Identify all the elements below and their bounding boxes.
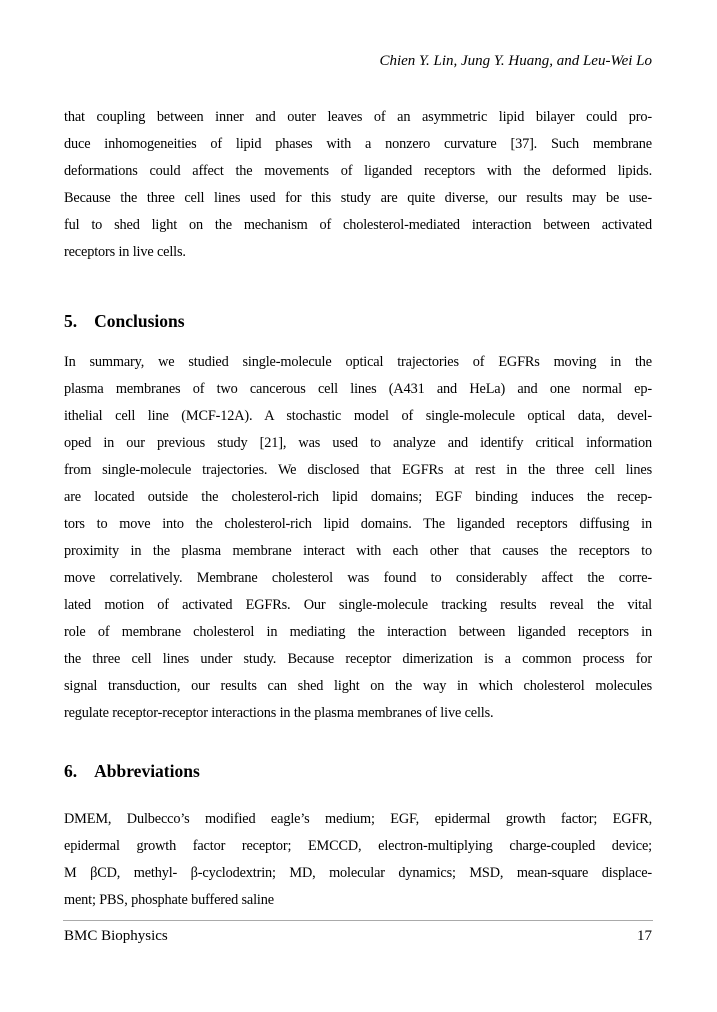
text-line: DMEM, Dulbecco’s modified eagle’s medium; EGF, epidermal growth factor; EGFR,	[64, 811, 652, 827]
text-line: epidermal growth factor receptor; EMCCD, electron-multiplying charge-coupled device;	[64, 838, 652, 854]
text-line: signal transduction, our results can shed light on the way in which cholesterol molecules	[64, 678, 652, 694]
text-line: duce inhomogeneities of lipid phases with a nonzero curvature [37]. Such membrane	[64, 136, 652, 152]
text-line: tors to move into the cholesterol-rich lipid domains. The liganded receptors diffusing in	[64, 516, 652, 532]
paragraph-abbreviations	[64, 806, 652, 914]
text-line: ithelial cell line (MCF-12A). A stochastic model of single-molecule optical data, devel-	[64, 408, 652, 424]
text-line: oped in our previous study [21], was used to analyze and identify critical information	[64, 435, 652, 451]
footer-rule	[63, 920, 653, 921]
text-line: lated motion of activated EGFRs. Our single-molecule tracking results reveal the vital	[64, 597, 652, 613]
text-line: ment; PBS, phosphate buffered saline	[64, 892, 274, 908]
text-line: regulate receptor-receptor interactions in the plasma membranes of live cells.	[64, 705, 494, 721]
footer-page-number: 17	[637, 928, 652, 944]
text-line: that coupling between inner and outer leaves of an asymmetric lipid bilayer could pro-	[64, 109, 652, 125]
running-authors-header: Chien Y. Lin, Jung Y. Huang, and Leu-Wei Lo	[379, 53, 652, 69]
section-title: Conclusions	[94, 311, 185, 331]
text-line: deformations could affect the movements of liganded receptors with the deformed lipids.	[64, 163, 652, 179]
text-line: from single-molecule trajectories. We disclosed that EGFRs at rest in the three cell lines	[64, 462, 652, 478]
text-line: move correlatively. Membrane cholesterol was found to considerably affect the corre-	[64, 570, 652, 586]
section-title: Abbreviations	[94, 761, 200, 781]
text-line: are located outside the cholesterol-rich lipid domains; EGF binding induces the recep-	[64, 489, 652, 505]
section-number: 6.	[64, 761, 78, 781]
text-line: M βCD, methyl- β-cyclodextrin; MD, molecular dynamics; MSD, mean-square displace-	[64, 865, 652, 881]
section-heading-conclusions	[64, 306, 652, 336]
text-line: receptors in live cells.	[64, 244, 186, 260]
text-line: In summary, we studied single-molecule optical trajectories of EGFRs moving in the	[64, 354, 652, 370]
section-heading-abbreviations	[64, 756, 652, 786]
text-line: plasma membranes of two cancerous cell lines (A431 and HeLa) and one normal ep-	[64, 381, 652, 397]
footer-journal-name: BMC Biophysics	[64, 928, 168, 944]
paragraph-intro	[64, 104, 652, 266]
text-line: Because the three cell lines used for this study are quite diverse, our results may be use-	[64, 190, 652, 206]
paragraph-conclusions	[64, 349, 652, 727]
text-line: proximity in the plasma membrane interact with each other that causes the receptors to	[64, 543, 652, 559]
text-line: the three cell lines under study. Because receptor dimerization is a common process for	[64, 651, 652, 667]
text-line: role of membrane cholesterol in mediating the interaction between liganded receptors in	[64, 624, 652, 640]
text-line: ful to shed light on the mechanism of cholesterol-mediated interaction between activated	[64, 217, 652, 233]
section-number: 5.	[64, 311, 78, 331]
page-footer	[64, 926, 652, 946]
